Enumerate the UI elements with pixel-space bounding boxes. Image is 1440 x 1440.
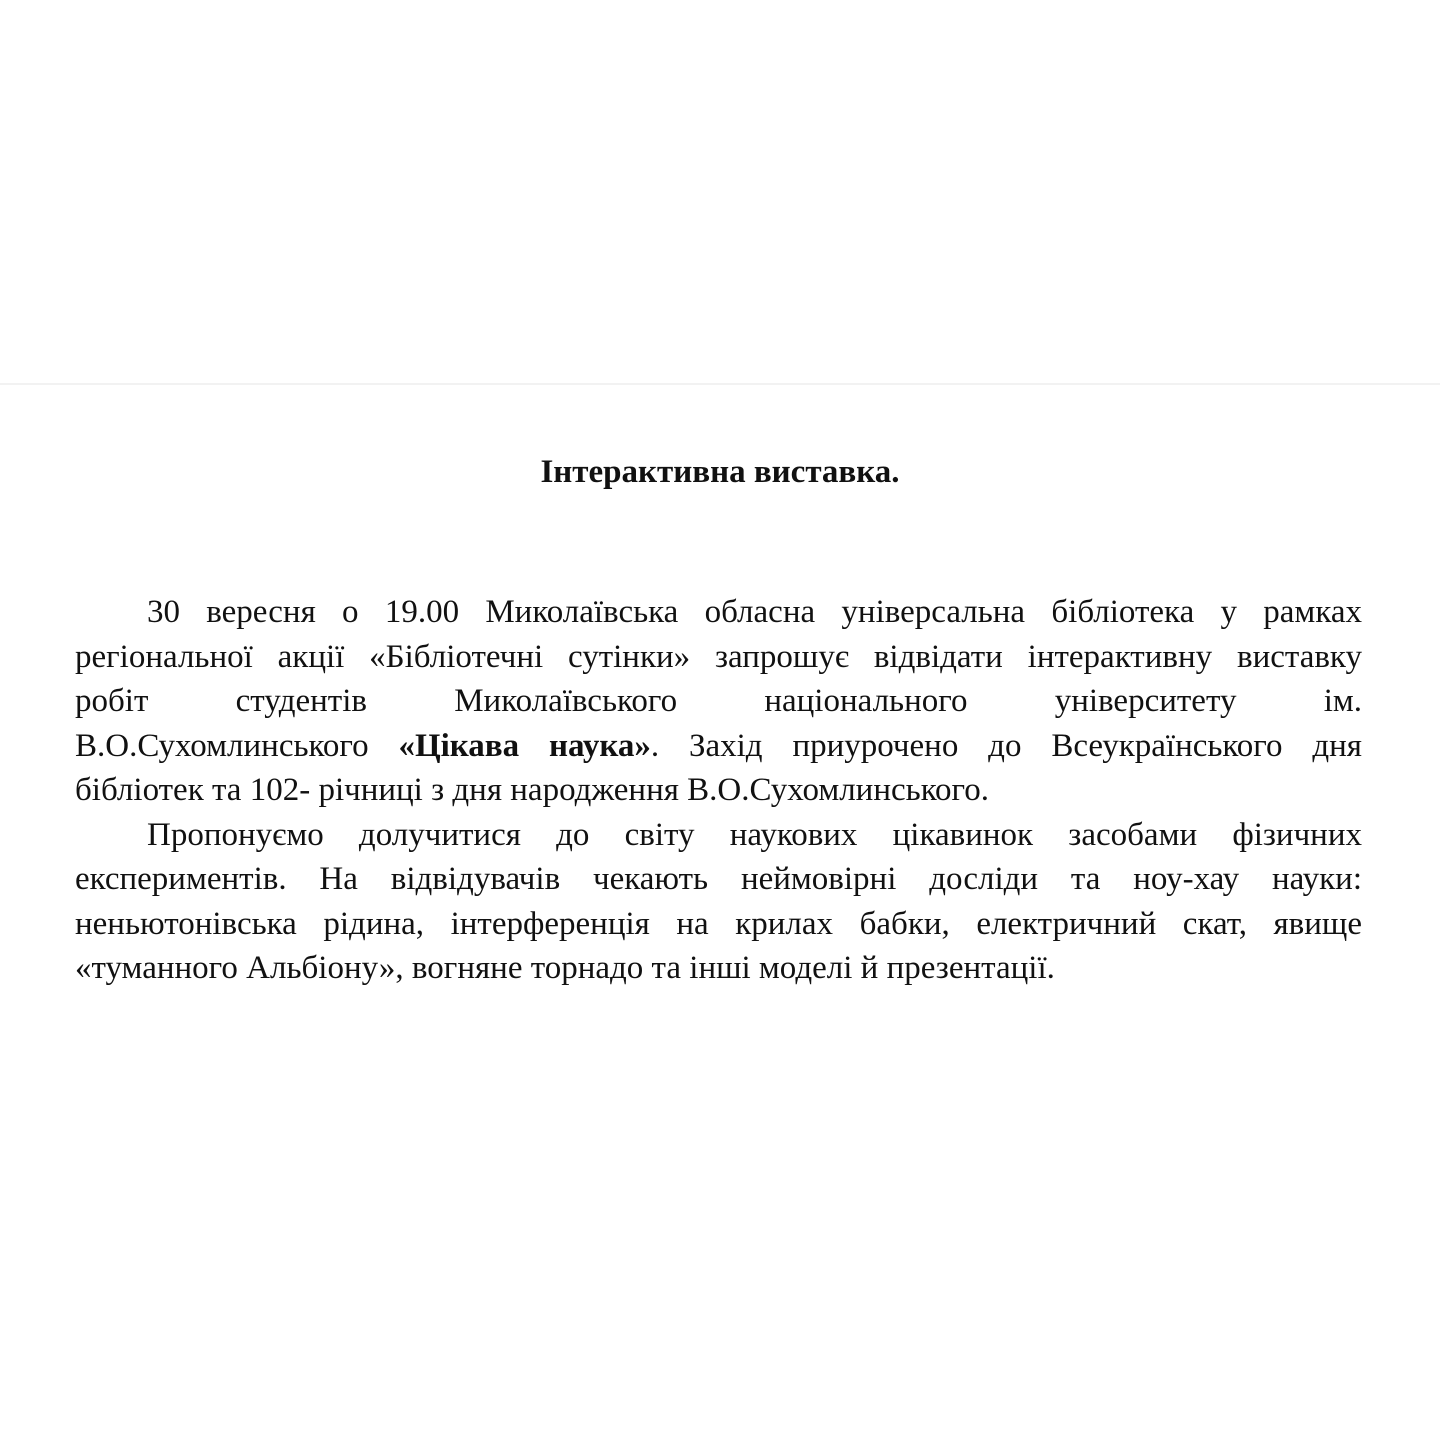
paragraph-2 bbox=[75, 813, 1362, 991]
line-4-text-after: . Захід приурочено до Всеукраїнського дня bbox=[650, 727, 1362, 764]
paragraph-2-line-2: експериментів. На відвідувачів чекають неймовірні досліди та ноу-хау науки: bbox=[75, 861, 1362, 897]
line-4-text-before: В.О.Сухомлинського bbox=[75, 727, 399, 764]
paragraph-2-line-1: Пропонуємо долучитися до світу наукових цікавинок засобами фізичних bbox=[147, 816, 1362, 853]
paragraph-2-line-3: неньютонівська рідина, інтерференція на крилах бабки, електричний скат, явище bbox=[75, 905, 1362, 942]
paragraph-1-line-2: регіональної акції «Бібліотечні сутінки» запрошує відвідати інтерактивну виставку bbox=[75, 638, 1362, 675]
event-name-bold: «Цікава наука» bbox=[398, 727, 651, 764]
paragraph-2-line-4: «туманного Альбіону», вогняне торнадо та інші моделі й презентації. bbox=[75, 950, 1055, 986]
page-divider bbox=[0, 383, 1440, 385]
document-title: Інтерактивна виставка. bbox=[540, 454, 900, 490]
paragraph-1-line-4 bbox=[75, 724, 1362, 769]
paragraph-1-line-5: бібліотек та 102- річниці з дня народження В.О.Сухомлинського. bbox=[75, 772, 990, 808]
paragraph-1-line-3: робіт студентів Миколаївського національного університету ім. bbox=[75, 683, 1362, 719]
document-body bbox=[75, 590, 1362, 991]
paragraph-1-line-1: 30 вересня о 19.00 Миколаївська обласна універсальна бібліотека у рамках bbox=[147, 594, 1362, 630]
paragraph-1 bbox=[75, 590, 1362, 813]
